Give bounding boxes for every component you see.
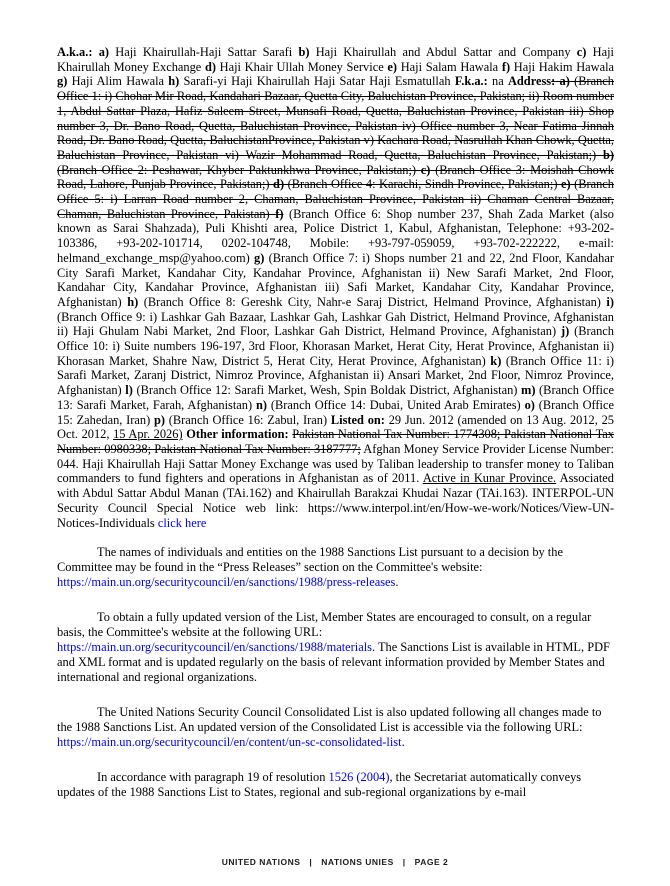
text-segment: Haji Khair Ullah Money Service — [219, 59, 388, 74]
text-segment: (Branch Office 3: Moishah Chowk Road, Lahore, Punjab Province, Pakistan;) — [57, 162, 614, 192]
sanctions-entry-details — [57, 45, 614, 530]
text-segment: b) — [602, 147, 614, 162]
text-segment: (Branch Office 9: i) Lashkar Gah Bazaar, Lashkar Gah, Lashkar Gah District, Helmand Province, Afghanistan ii) Haji Ghulam Nabi Market, 2nd Floor, Lashkar Gah District, Helmand Province, Afghanistan) — [57, 309, 614, 339]
text-segment: Afghan Money Service Provider License Number: 044. Haji Khairullah Haji Sattar Money Exchange was used by Taliban leadership to transfer money to Taliban commanders to fund fighters and operations in Afghanistan as of 2011. — [57, 441, 614, 486]
text-segment: Haji Salam Hawala — [400, 59, 502, 74]
text-segment: A.k.a.: — [57, 45, 99, 59]
hyperlink[interactable]: https://main.un.org/securitycouncil/en/sanctions/1988/press-releases — [57, 575, 396, 590]
footer-page-number: PAGE 2 — [414, 857, 449, 867]
text-segment: . — [395, 575, 399, 590]
hyperlink[interactable]: https://main.un.org/securitycouncil/en/sanctions/1988/materials — [57, 640, 372, 655]
text-segment: Pakistan National Tax Number: 1774308; Pakistan National Tax Number: 0980338; Pakistan National Tax Number: 3187777; — [57, 427, 614, 456]
text-segment: Haji Alim Hawala — [71, 74, 169, 89]
text-segment: Haji Khairullah Money Exchange — [57, 45, 614, 74]
text-segment: (Branch Office 14: Dubai, United Arab Emirates) — [267, 397, 525, 412]
text-segment: Haji Khairullah-Haji Sattar Sarafi — [115, 45, 299, 59]
paragraph-press-releases — [57, 545, 614, 590]
text-segment: e) — [387, 59, 401, 74]
text-segment: d) — [273, 177, 285, 192]
text-segment: (Branch Office 15: Zahedan, Iran) — [57, 397, 614, 427]
page-footer — [0, 857, 670, 867]
text-segment: : — [551, 74, 556, 89]
text-segment: Associated with Abdul Sattar Abdul Manan (TAi.162) and Khairullah Barakzai Khudai Nazar (TAi.163). INTERPOL-UN Security Council Special Notice web link: https://www.interpol.int/en/How-we-work/Notices/View-UN-Notices-Individuals — [57, 471, 614, 530]
footer-united-nations: UNITED NATIONS — [221, 857, 301, 867]
text-segment: (Branch Office 11: i) Sarafi Market, Zaranj District, Nimroz Province, Afghanistan ii) Ansari Market, 2nd Floor, Nimroz Province, Afghanistan) — [57, 353, 614, 398]
text-segment: F.k.a.: — [454, 74, 488, 89]
text-segment: The United Nations Security Council Consolidated List is also updated following all changes made to the 1988 Sanctions List. An updated version of the Consolidated List is accessible via the following URL: — [57, 705, 602, 735]
text-segment: Haji Hakim Hawala — [513, 59, 615, 74]
text-segment: Active in Kunar Province. — [422, 471, 557, 486]
text-segment: Address — [507, 74, 552, 89]
text-segment: . The Sanctions List is available in HTML, PDF and XML format and is updated regularly on the basis of relevant information provided by Member States and international and regional organizations. — [57, 640, 610, 685]
text-segment: j) — [560, 324, 570, 339]
text-segment: e) — [560, 177, 571, 192]
text-segment: (Branch Office 13: Sarafi Market, Farah, Afghanistan) — [57, 383, 614, 412]
text-segment: p) — [153, 412, 166, 427]
text-segment: (Branch Office 2: Peshawar, Khyber Paktunkhwa Province, Pakistan;) — [57, 162, 421, 177]
text-segment: (Branch Office 6: Shop number 237, Shah Zada Market (also known as Sarai Shahzada), Puli Khishti area, Police District 1, Kabul, Afghanistan, Telephone: +93-202-103386, +93-202-101714, 0202-104748, Mobile: +93-797-059059, +93-702-222222, e-mail: helmand_exchange_msp@yahoo.com) — [57, 206, 614, 265]
text-segment: a) — [555, 74, 570, 89]
text-segment: 29 Jun. 2012 (amended on 13 Aug. 2012, 25 Oct. 2012, — [57, 412, 615, 442]
text-segment: b) — [298, 45, 316, 59]
text-segment: (Branch Office 1: i) Chohar Mir Road, Kandahari Bazaar, Quetta City, Baluchistan Province, Pakistan; ii) Room number 1, Abdul Sattar Plaza, Hafiz Saleem Street, Munsafi Road, Quetta, Baluchistan Province, Pakistan iii) Shop number 3, Dr. Bano Road, Quetta, Baluchistan Province, Pakistan iv) Office number 3, Near Fatima Jinnah Road, Dr. Bano Road, Quetta, BaluchistanProvince, Pakistan v) Kachara Road, Nasrullah Khan Chowk, Quetta, Baluchistan Province, Pakistan vi) Wazir Mohammad Road, Quetta, Baluchistan Province, Pakistan;) — [57, 74, 614, 162]
hyperlink[interactable]: https://main.un.org/securitycouncil/en/content/un-sc-consolidated-list — [57, 735, 402, 750]
text-segment: (Branch Office 16: Zabul, Iran) — [165, 412, 331, 427]
text-segment: (Branch Office 5: i) Larran Road number 2, Chaman, Baluchistan Province, Pakistan ii) Chaman Central Bazaar, Chaman, Baluchistan Province, Pakistan) — [57, 177, 614, 221]
text-segment: Haji Khairullah and Abdul Sattar and Company — [315, 45, 577, 59]
text-segment: h) — [127, 294, 139, 309]
text-segment: (Branch Office 4: Karachi, Sindh Province, Pakistan;) — [284, 177, 561, 192]
text-segment: d) — [204, 59, 220, 74]
hyperlink[interactable]: click here — [157, 515, 207, 530]
paragraph-updated-list — [57, 610, 614, 685]
text-segment: c) — [420, 162, 431, 177]
text-segment: 15 Apr. 2026) — [113, 427, 183, 442]
text-segment: . — [401, 735, 405, 750]
footer-separator: | — [402, 857, 406, 867]
text-segment: f) — [275, 206, 284, 221]
text-segment: Listed on: — [330, 412, 385, 427]
text-segment: l) — [125, 383, 133, 398]
hyperlink[interactable]: 1526 (2004) — [328, 770, 390, 785]
text-segment: g) — [254, 250, 265, 265]
text-segment: In accordance with paragraph 19 of resolution — [97, 770, 329, 785]
text-segment: (Branch Office 10: i) Suite numbers 196-197, 3rd Floor, Khorasan Market, Herat City, Herat Province, Afghanistan ii) Khorasan Market, Shahre Naw, District 5, Herat City, Herat Province, Afghanistan) — [57, 324, 614, 368]
text-segment: k) — [490, 353, 502, 368]
footer-separator: | — [309, 857, 313, 867]
text-segment: The names of individuals and entities on the 1988 Sanctions List pursuant to a decision by the Committee may be found in the “Press Releases” section on the Committee's website: — [57, 545, 563, 575]
text-segment: Other information: — [186, 427, 289, 442]
text-segment: a) — [98, 45, 116, 59]
text-segment: c) — [576, 45, 593, 59]
text-segment: g) — [57, 74, 72, 89]
text-segment: (Branch Office 7: i) Shops number 21 and 22, 2nd Floor, Kandahar City Sarafi Market, Kandahar City, Kandahar Province, Afghanistan ii) New Sarafi Market, 2nd Floor, Kandahar City, Kandahar Province, Afghanistan iii) Safi Market, Kandahar City, Kandahar Province, Afghanistan) — [57, 250, 614, 309]
text-segment: n) — [256, 397, 268, 412]
paragraph-consolidated-list — [57, 705, 614, 750]
text-segment: m) — [521, 383, 536, 398]
text-segment: na — [487, 74, 508, 89]
text-segment: f) — [501, 59, 514, 74]
text-segment: i) — [606, 294, 614, 309]
text-segment: o) — [524, 397, 535, 412]
text-segment: Sarafi-yi Haji Khairullah Haji Satar Haji Esmatullah — [183, 74, 455, 89]
text-segment: To obtain a fully updated version of the List, Member States are encouraged to consult, on a regular basis, the Committee's website at the following URL: — [57, 610, 592, 640]
footer-nations-unies: NATIONS UNIES — [321, 857, 394, 867]
document-body — [57, 45, 614, 820]
text-segment: h) — [168, 74, 184, 89]
text-segment: , the Secretariat automatically conveys updates of the 1988 Sanctions List to States, regional and sub-regional organizations by e-mail — [57, 770, 582, 800]
text-segment: (Branch Office 8: Gereshk City, Nahr-e Saraj District, Helmand Province, Afghanistan) — [138, 294, 607, 309]
paragraph-resolution-1526 — [57, 770, 614, 800]
text-segment: (Branch Office 12: Sarafi Market, Wesh, Spin Boldak District, Afghanistan) — [132, 383, 521, 398]
